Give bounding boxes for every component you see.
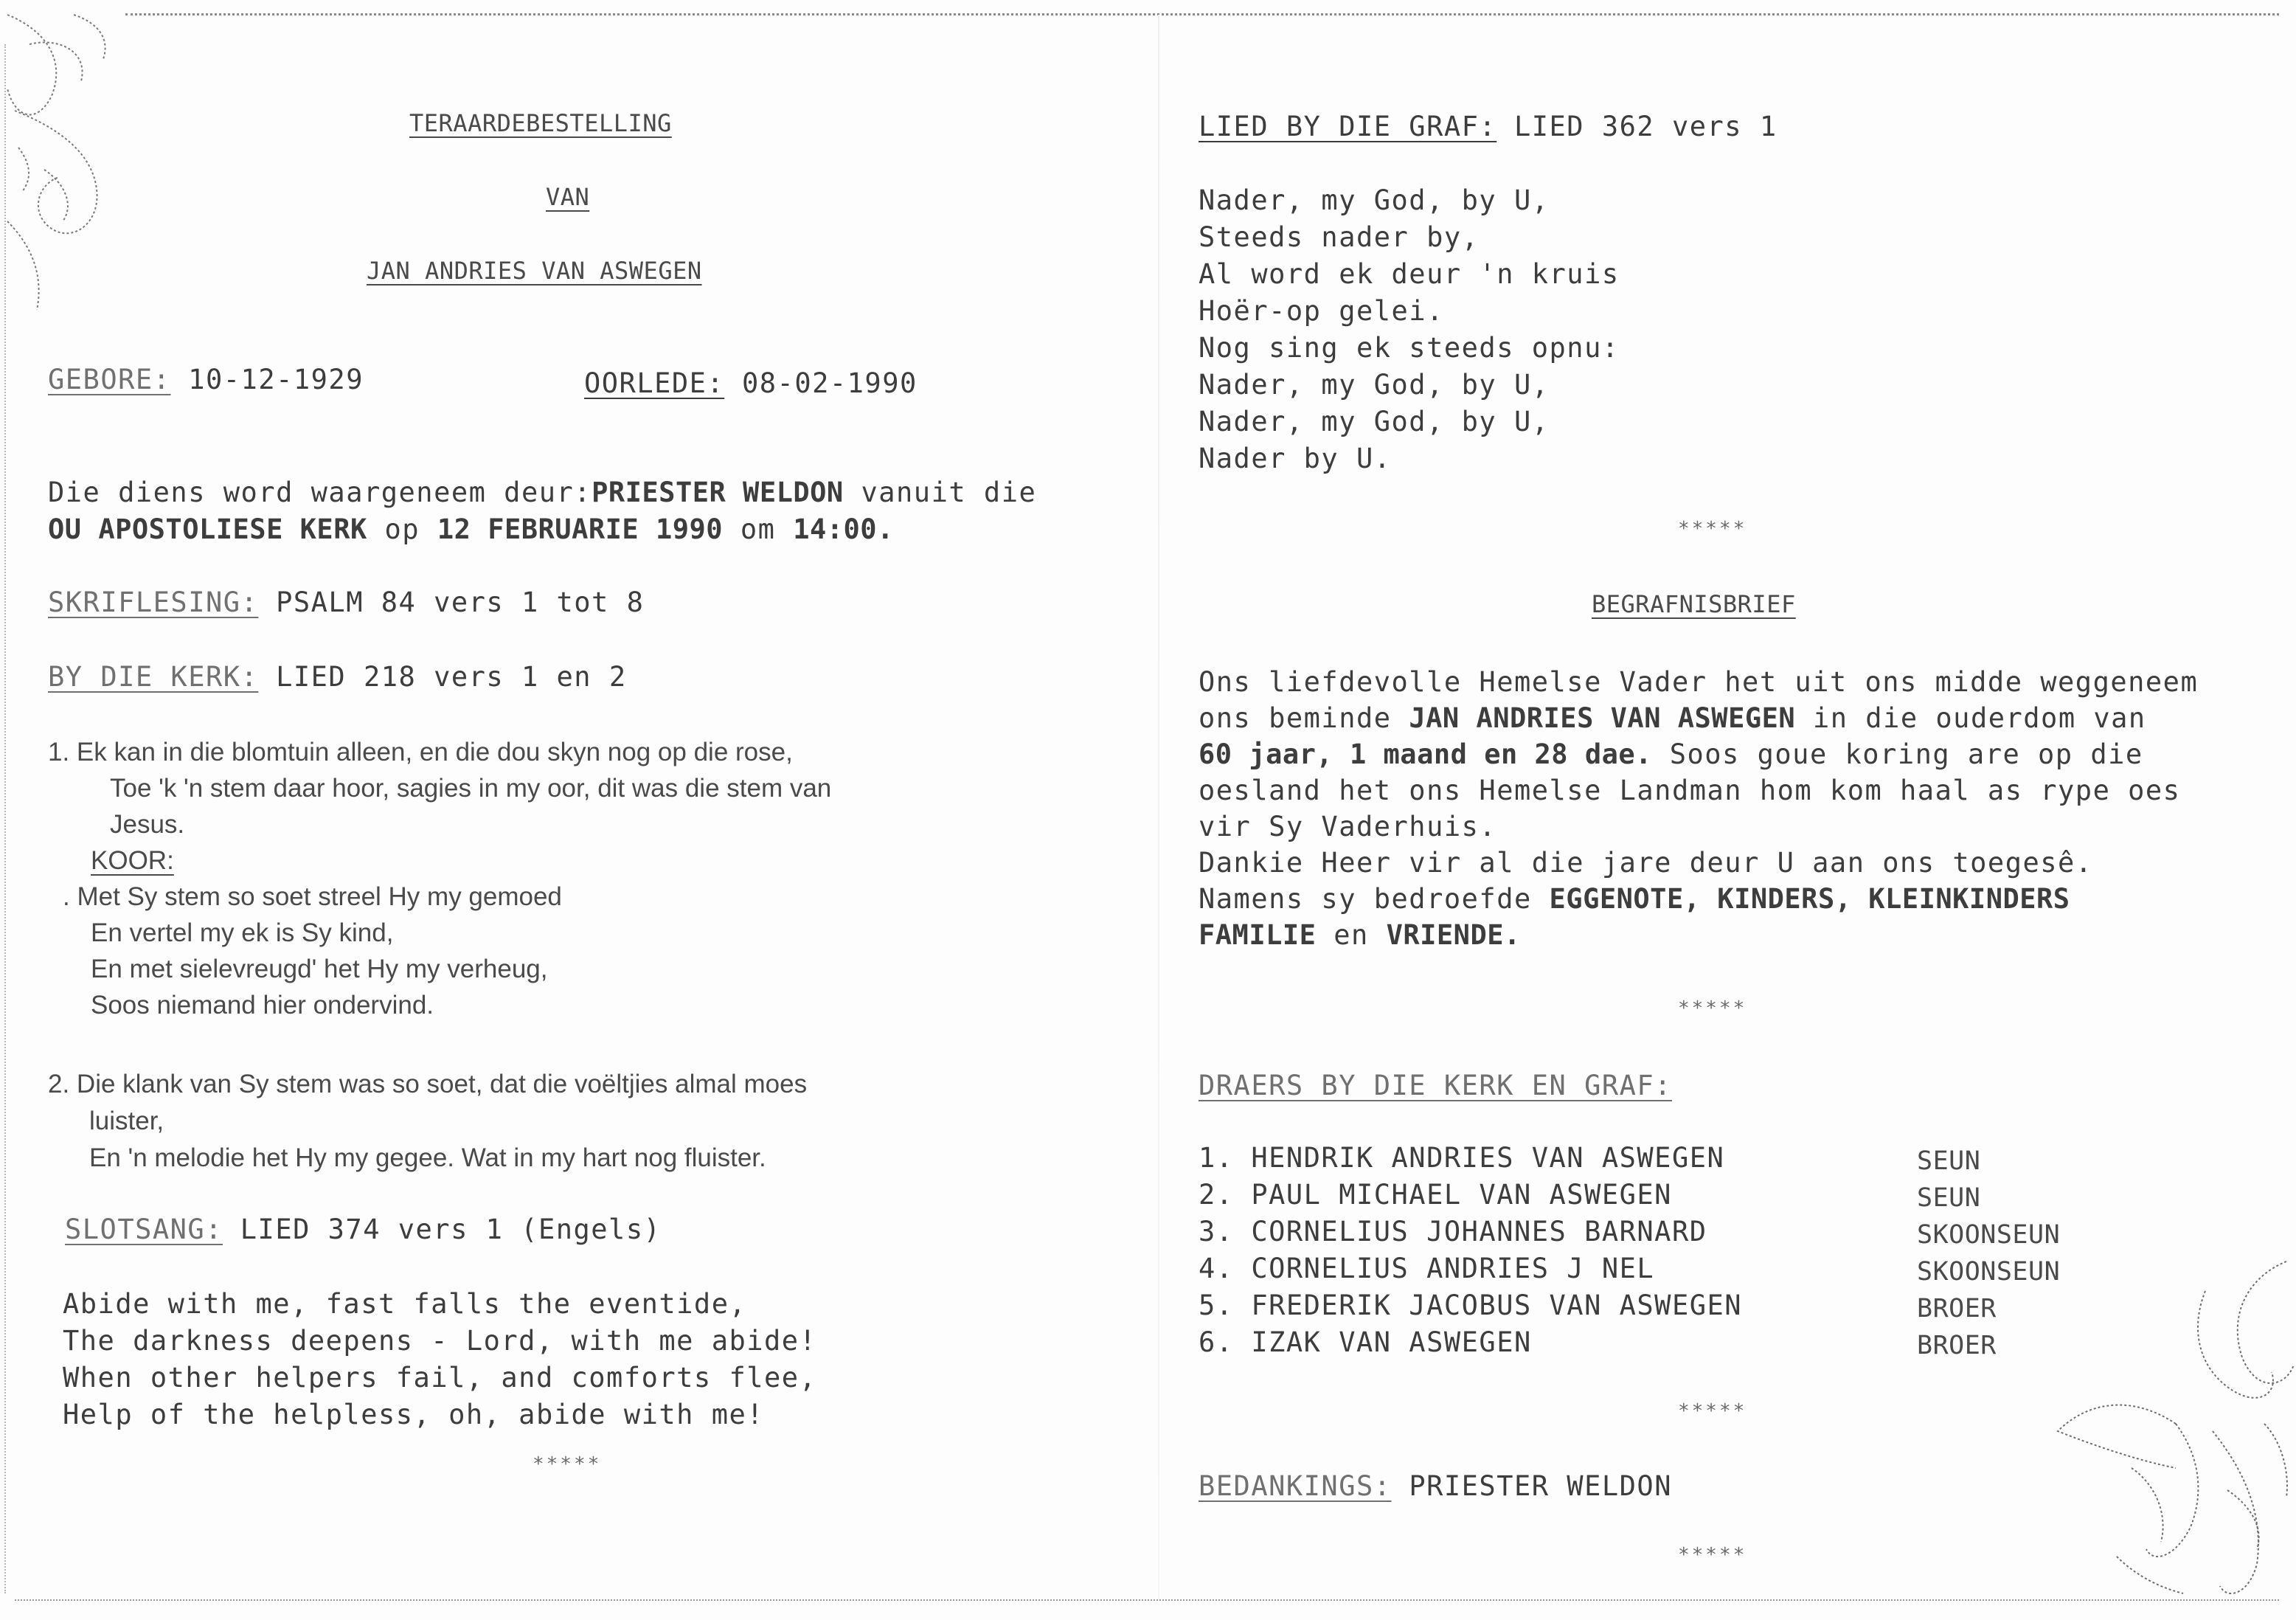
letter-friends: VRIENDE.: [1386, 919, 1521, 951]
separator-stars: *****: [1678, 1400, 1747, 1422]
bearers-heading: DRAERS BY DIE KERK EN GRAF:: [1199, 1070, 1672, 1101]
verse-line: luister,: [89, 1107, 164, 1135]
bearer-relation: SEUN: [1917, 1146, 1981, 1176]
verse-line: 2. Die klank van Sy stem was so soet, dat die voëltjies almal moes: [48, 1070, 808, 1098]
separator-stars: *****: [1678, 1544, 1747, 1566]
right-page: [1165, 0, 2296, 1620]
closing-hymn-text: LIED 374 vers 1 (Engels): [240, 1214, 662, 1245]
bearer-name: 2. PAUL MICHAEL VAN ASWEGEN: [1199, 1179, 1672, 1211]
lyric-line: Nader, my God, by U,: [1199, 369, 1550, 401]
service-text-om: om: [740, 513, 776, 545]
bearers-list: [1199, 1142, 2157, 1378]
letter-text: en: [1333, 919, 1369, 951]
bearer-name: 1. HENDRIK ANDRIES VAN ASWEGEN: [1199, 1142, 1725, 1174]
letter-line: [1199, 881, 2198, 917]
verse-line: Soos niemand hier ondervind.: [91, 991, 434, 1020]
service-line-2: [48, 513, 894, 545]
bearer-row: [1199, 1216, 2128, 1253]
chorus-label: KOOR:: [91, 846, 174, 875]
bearer-name: 5. FREDERIK JACOBUS VAN ASWEGEN: [1199, 1290, 1743, 1321]
separator-stars: *****: [1678, 518, 1747, 540]
service-text-c: vanuit die: [861, 477, 1037, 508]
service-date: 12 FEBRUARIE 1990: [437, 513, 724, 545]
bearer-name: 4. CORNELIUS ANDRIES J NEL: [1199, 1253, 1655, 1284]
hymn-verse-2: [48, 1066, 807, 1177]
bearer-row: [1199, 1179, 2128, 1216]
funeral-letter: [1199, 664, 2198, 953]
title-van: VAN: [546, 183, 590, 211]
separator-stars: *****: [533, 1453, 602, 1475]
verse-line: . Met Sy stem so soet streel Hy my gemoed: [63, 882, 562, 911]
letter-line: Ons liefdevolle Hemelse Vader het uit ons midde weggeneem: [1199, 666, 2199, 698]
letter-text: in die ouderdom van: [1812, 702, 2146, 734]
officiant-name: PRIESTER WELDON: [592, 477, 844, 508]
bearer-relation: BROER: [1917, 1294, 1997, 1323]
verse-line: Jesus.: [110, 810, 185, 839]
lyric-line: Nader, my God, by U,: [1199, 406, 1550, 437]
grave-hymn-text: LIED 362 vers 1: [1513, 111, 1778, 142]
thanks-line: [1199, 1470, 1672, 1502]
lyric-line: Steeds nader by,: [1199, 221, 1480, 253]
letter-line: vir Sy Vaderhuis.: [1199, 811, 1497, 842]
verse-line: Toe 'k 'n stem daar hoor, sagies in my oor, dit was die stem van: [110, 774, 832, 803]
letter-age: 60 jaar, 1 maand en 28 dae.: [1199, 738, 1652, 770]
lyric-line: Nader, my God, by U,: [1199, 184, 1550, 216]
died-label: OORLEDE:: [584, 367, 725, 399]
service-time: 14:00.: [793, 513, 894, 545]
scripture-label: SKRIFLESING:: [48, 586, 259, 618]
bearer-row: [1199, 1290, 2128, 1326]
bearer-name: 3. CORNELIUS JOHANNES BARNARD: [1199, 1216, 1707, 1247]
birth-line: [48, 364, 364, 395]
letter-text: Namens sy bedroefde: [1199, 883, 1532, 915]
closing-hymn-lyrics: [63, 1286, 816, 1433]
service-text-op: op: [384, 513, 420, 545]
lyric-line: When other helpers fail, and comforts flee,: [63, 1362, 817, 1394]
bearer-relation: SKOONSEUN: [1917, 1220, 2061, 1250]
funeral-letter-title: BEGRAFNISBRIEF: [1592, 590, 1796, 618]
lyric-line: The darkness deepens - Lord, with me abide!: [63, 1325, 817, 1357]
church-name: OU APOSTOLIESE KERK: [48, 513, 367, 545]
grave-hymn-line: [1199, 111, 1778, 142]
lyric-line: Hoër-op gelei.: [1199, 295, 1444, 327]
death-line: [584, 367, 918, 399]
lyric-line: Abide with me, fast falls the eventide,: [63, 1288, 747, 1320]
bearer-row: [1199, 1326, 2128, 1363]
thanks-label: BEDANKINGS:: [1199, 1470, 1392, 1502]
document-title: TERAARDEBESTELLING: [409, 109, 672, 137]
bearer-row: [1199, 1142, 2128, 1179]
born-label: GEBORE:: [48, 364, 171, 395]
separator-stars: *****: [1678, 997, 1747, 1020]
service-line-1: [48, 477, 1036, 508]
bearer-name: 6. IZAK VAN ASWEGEN: [1199, 1326, 1532, 1358]
letter-deceased-name: JAN ANDRIES VAN ASWEGEN: [1409, 702, 1796, 734]
bearer-relation: SKOONSEUN: [1917, 1257, 2061, 1287]
bearer-row: [1199, 1253, 2128, 1290]
verse-line: 1. Ek kan in die blomtuin alleen, en die dou skyn nog op die rose,: [48, 738, 793, 766]
letter-line: Dankie Heer vir al die jare deur U aan ons toegesê.: [1199, 847, 2093, 879]
letter-line: [1199, 700, 2198, 736]
verse-line: En 'n melodie het Hy my gegee. Wat in my hart nog fluister.: [89, 1143, 766, 1172]
bearer-relation: SEUN: [1917, 1183, 1981, 1213]
church-hymn-line: [48, 661, 627, 693]
center-fold: [1158, 15, 1159, 1601]
scripture-line: [48, 586, 644, 618]
lyric-line: Al word ek deur 'n kruis: [1199, 258, 1620, 290]
letter-text: ons beminde: [1199, 702, 1392, 734]
thanks-text: PRIESTER WELDON: [1409, 1470, 1672, 1502]
verse-line: En met sielevreugd' het Hy my verheug,: [91, 955, 548, 983]
verse-line: En vertel my ek is Sy kind,: [91, 918, 394, 947]
grave-hymn-label: LIED BY DIE GRAF:: [1199, 111, 1497, 142]
lyric-line: Nader by U.: [1199, 443, 1392, 474]
letter-family: FAMILIE: [1199, 919, 1317, 951]
deceased-name-heading: JAN ANDRIES VAN ASWEGEN: [367, 257, 702, 285]
grave-hymn-lyrics: [1199, 182, 1620, 477]
church-hymn-text: LIED 218 vers 1 en 2: [276, 661, 627, 693]
letter-line: [1199, 917, 2198, 953]
letter-text: Soos goue koring are op die: [1669, 738, 2143, 770]
bearer-relation: BROER: [1917, 1331, 1997, 1360]
hymn-verse-1: [48, 734, 831, 1023]
letter-line: oesland het ons Hemelse Landman hom kom haal as rype oes: [1199, 775, 2181, 806]
born-date: 10-12-1929: [188, 364, 364, 395]
letter-family: EGGENOTE, KINDERS, KLEINKINDERS: [1549, 883, 2070, 915]
lyric-line: Help of the helpless, oh, abide with me!: [63, 1399, 765, 1430]
service-text-a: Die diens word waargeneem deur:: [48, 477, 592, 508]
scripture-text: PSALM 84 vers 1 tot 8: [276, 586, 645, 618]
letter-line: [1199, 736, 2198, 772]
church-hymn-label: BY DIE KERK:: [48, 661, 259, 693]
closing-hymn-line: [65, 1214, 661, 1245]
lyric-line: Nog sing ek steeds opnu:: [1199, 332, 1620, 364]
died-date: 08-02-1990: [742, 367, 918, 399]
closing-hymn-label: SLOTSANG:: [65, 1214, 223, 1245]
